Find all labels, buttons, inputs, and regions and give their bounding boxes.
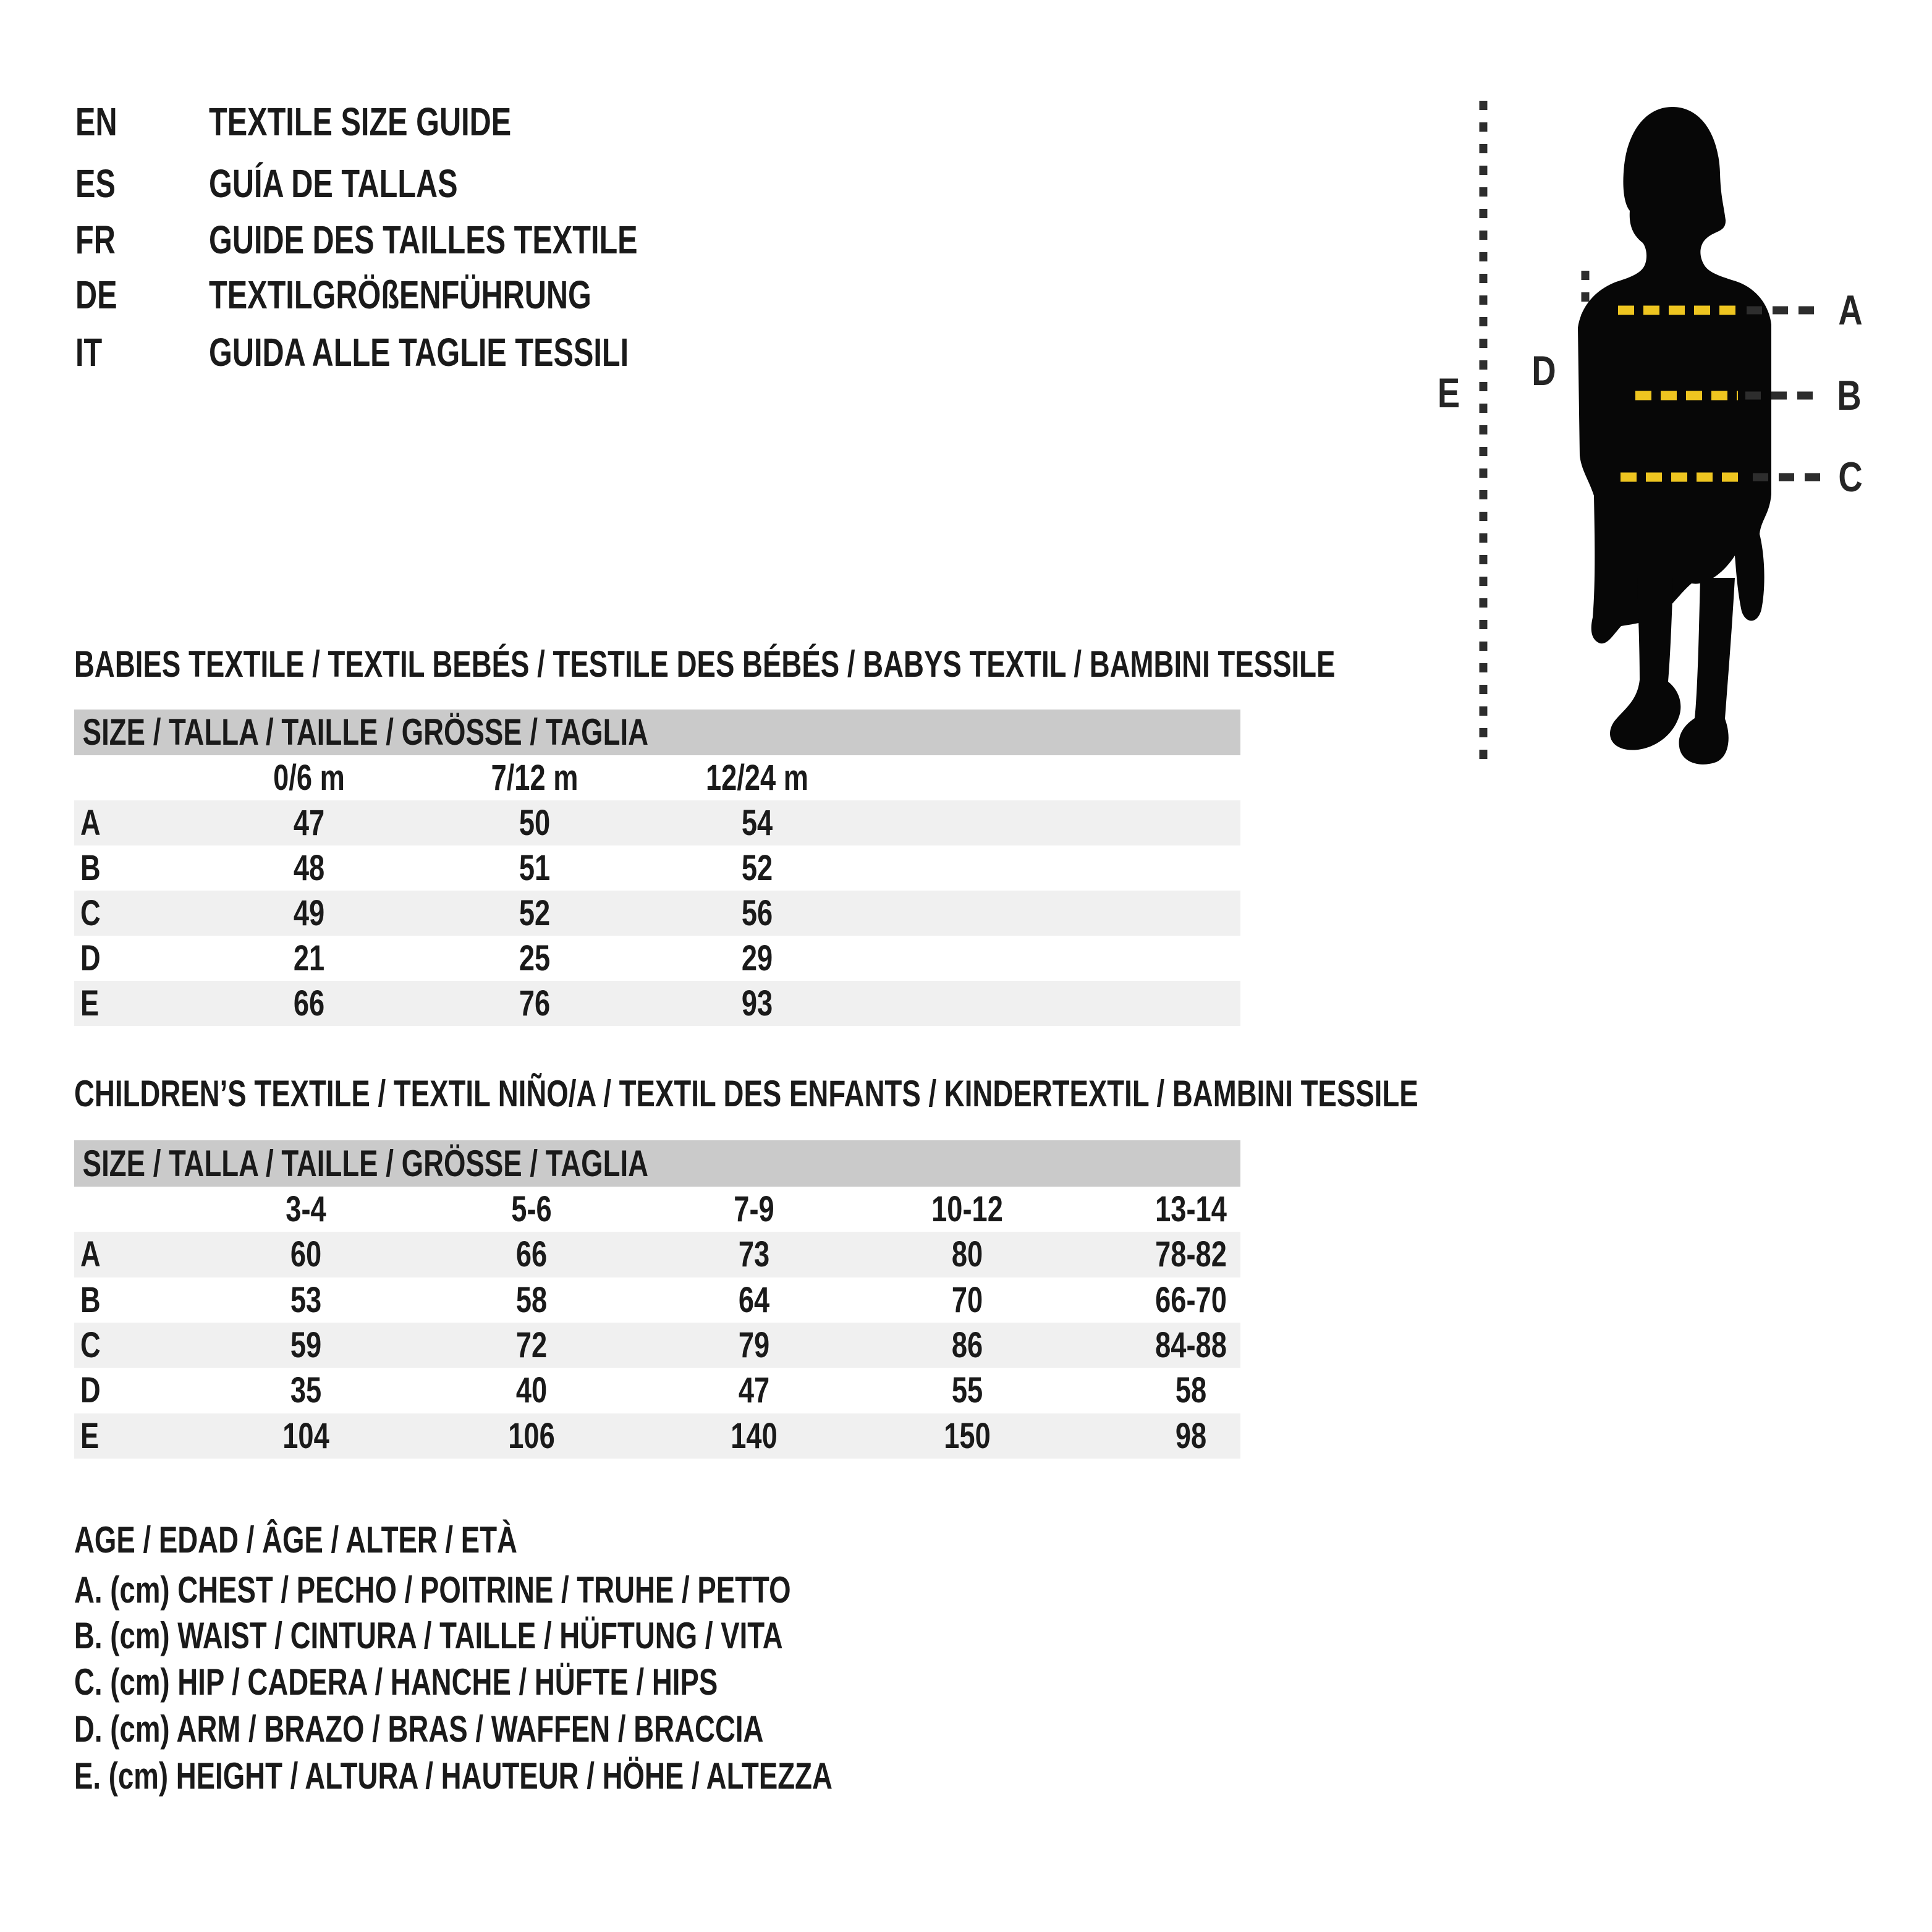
lang-title: GUÍA DE TALLAS bbox=[209, 161, 458, 206]
lang-code: ES bbox=[75, 161, 116, 206]
babies-column-header-row bbox=[74, 755, 1240, 800]
table-row-b bbox=[74, 1277, 1240, 1323]
lang-title: TEXTILGRÖßENFÜHRUNG bbox=[209, 273, 591, 317]
lang-line-en bbox=[0, 97, 1360, 146]
cell-value: 104 bbox=[282, 1416, 329, 1456]
table-row-c bbox=[74, 1323, 1240, 1368]
column-header: 7-9 bbox=[734, 1189, 774, 1229]
cell-value: 56 bbox=[741, 893, 773, 933]
row-label: D bbox=[80, 1370, 101, 1410]
lang-line-es bbox=[0, 159, 1360, 208]
cell-value: 58 bbox=[1175, 1370, 1207, 1410]
row-label: D bbox=[80, 938, 101, 978]
children-size-header-bar: SIZE / TALLA / TAILLE / GRÖSSE / TAGLIA bbox=[74, 1140, 1240, 1187]
cell-value: 52 bbox=[519, 893, 551, 933]
children-column-header-row bbox=[74, 1187, 1240, 1232]
cell-value: 47 bbox=[738, 1370, 770, 1410]
lang-line-fr bbox=[0, 215, 1360, 265]
cell-value: 80 bbox=[951, 1234, 983, 1274]
lang-line-it bbox=[0, 328, 1360, 377]
lang-title: GUIDE DES TAILLES TEXTILE bbox=[209, 218, 638, 262]
cell-value: 93 bbox=[741, 983, 773, 1023]
column-header: 10-12 bbox=[931, 1189, 1003, 1229]
column-header: 0/6 m bbox=[273, 758, 345, 798]
babies-size-header-bar: SIZE / TALLA / TAILLE / GRÖSSE / TAGLIA bbox=[74, 710, 1240, 755]
cell-value: 49 bbox=[293, 893, 325, 933]
cell-value: 106 bbox=[508, 1416, 555, 1456]
row-label: C bbox=[80, 893, 101, 933]
table-row-a bbox=[74, 800, 1240, 845]
lang-code: IT bbox=[75, 330, 103, 375]
legend-line-arm: D. (cm) ARM / BRAZO / BRAS / WAFFEN / BRACCIA bbox=[74, 1708, 764, 1750]
legend-line-height: E. (cm) HEIGHT / ALTURA / HAUTEUR / HÖHE / ALTEZZA bbox=[74, 1755, 833, 1797]
row-label: E bbox=[80, 1416, 100, 1456]
cell-value: 55 bbox=[951, 1370, 983, 1410]
column-header: 13-14 bbox=[1155, 1189, 1227, 1229]
lang-code: EN bbox=[75, 100, 117, 144]
column-header: 12/24 m bbox=[705, 758, 809, 798]
cell-value: 21 bbox=[293, 938, 325, 978]
table-row-d bbox=[74, 936, 1240, 981]
cell-value: 76 bbox=[519, 983, 551, 1023]
figure-label-waist: B bbox=[1837, 372, 1862, 419]
row-label: C bbox=[80, 1325, 101, 1365]
table-row-d bbox=[74, 1368, 1240, 1413]
cell-value: 150 bbox=[944, 1416, 991, 1456]
row-label: A bbox=[80, 803, 101, 843]
cell-value: 60 bbox=[290, 1234, 322, 1274]
cell-value: 64 bbox=[738, 1280, 770, 1320]
cell-value: 66 bbox=[515, 1234, 548, 1274]
table-row-c bbox=[74, 891, 1240, 936]
row-label: A bbox=[80, 1234, 101, 1274]
cell-value: 54 bbox=[741, 803, 773, 843]
column-header: 3-4 bbox=[286, 1189, 326, 1229]
lang-code: FR bbox=[75, 218, 116, 262]
silhouette-body bbox=[1578, 107, 1771, 643]
table-row-e bbox=[74, 1413, 1240, 1459]
figure-label-height: E bbox=[1437, 370, 1460, 417]
cell-value: 72 bbox=[515, 1325, 548, 1365]
cell-value: 140 bbox=[731, 1416, 777, 1456]
babies-section-title: BABIES TEXTILE / TEXTIL BEBÉS / TESTILE DES BÉBÉS / BABYS TEXTIL / BAMBINI TESSILE bbox=[74, 643, 1336, 685]
figure-label-chest: A bbox=[1838, 287, 1863, 334]
cell-value: 79 bbox=[738, 1325, 770, 1365]
cell-value: 35 bbox=[290, 1370, 322, 1410]
cell-value: 66 bbox=[293, 983, 325, 1023]
lang-line-de bbox=[0, 270, 1360, 320]
cell-value: 58 bbox=[515, 1280, 548, 1320]
cell-value: 29 bbox=[741, 938, 773, 978]
figure-label-hip: C bbox=[1838, 454, 1863, 501]
cell-value: 25 bbox=[519, 938, 551, 978]
cell-value: 86 bbox=[951, 1325, 983, 1365]
cell-value: 47 bbox=[293, 803, 325, 843]
cell-value: 73 bbox=[738, 1234, 770, 1274]
legend-line-waist: B. (cm) WAIST / CINTURA / TAILLE / HÜFTUNG / VITA bbox=[74, 1615, 783, 1656]
children-section-title: CHILDREN’S TEXTILE / TEXTIL NIÑO/A / TEXTIL DES ENFANTS / KINDERTEXTIL / BAMBINI TESSILE bbox=[74, 1073, 1418, 1114]
cell-value: 50 bbox=[519, 803, 551, 843]
table-row-e bbox=[74, 981, 1240, 1026]
table-row-a bbox=[74, 1232, 1240, 1277]
cell-value: 66-70 bbox=[1155, 1280, 1227, 1320]
table-row-b bbox=[74, 845, 1240, 891]
cell-value: 48 bbox=[293, 848, 325, 888]
child-silhouette-figure bbox=[1409, 87, 1932, 803]
lang-title: TEXTILE SIZE GUIDE bbox=[209, 100, 512, 144]
figure-label-arm: D bbox=[1532, 347, 1556, 394]
cell-value: 53 bbox=[290, 1280, 322, 1320]
silhouette-right-leg bbox=[1679, 578, 1735, 765]
cell-value: 52 bbox=[741, 848, 773, 888]
legend-line-hip: C. (cm) HIP / CADERA / HANCHE / HÜFTE / HIPS bbox=[74, 1661, 718, 1703]
cell-value: 59 bbox=[290, 1325, 322, 1365]
legend-line-age: AGE / EDAD / ÂGE / ALTER / ETÀ bbox=[74, 1519, 517, 1561]
cell-value: 84-88 bbox=[1155, 1325, 1227, 1365]
column-header: 7/12 m bbox=[491, 758, 578, 798]
legend-line-chest: A. (cm) CHEST / PECHO / POITRINE / TRUHE / PETTO bbox=[74, 1569, 791, 1611]
row-label: B bbox=[80, 848, 101, 888]
row-label: B bbox=[80, 1280, 101, 1320]
cell-value: 78-82 bbox=[1155, 1234, 1227, 1274]
cell-value: 40 bbox=[515, 1370, 548, 1410]
lang-code: DE bbox=[75, 273, 117, 317]
cell-value: 98 bbox=[1175, 1416, 1207, 1456]
lang-title: GUIDA ALLE TAGLIE TESSILI bbox=[209, 330, 629, 375]
cell-value: 51 bbox=[519, 848, 551, 888]
row-label: E bbox=[80, 983, 100, 1023]
column-header: 5-6 bbox=[511, 1189, 552, 1229]
cell-value: 70 bbox=[951, 1280, 983, 1320]
